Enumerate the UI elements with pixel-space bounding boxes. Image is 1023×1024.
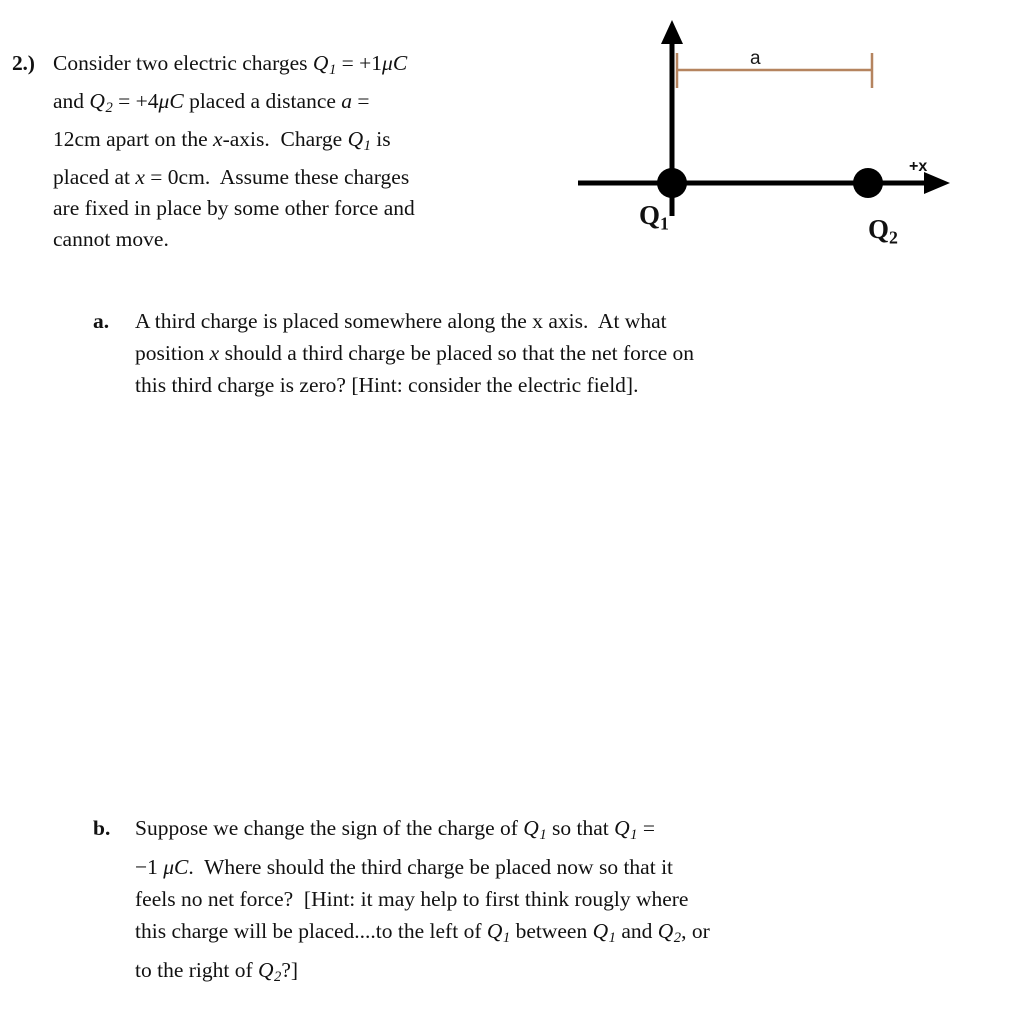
- subpart-a-line-1: A third charge is placed somewhere along the x axis. At what: [135, 309, 667, 333]
- problem-number: 2.): [12, 51, 35, 75]
- subpart-b-body: [135, 812, 893, 993]
- charge-q1-label-text: Q: [639, 200, 661, 230]
- problem-line-5: are fixed in place by some other force and: [53, 196, 415, 221]
- subpart-a-line-2: position x should a third charge be placed so that the net force on: [135, 341, 695, 365]
- distance-label-a: a: [750, 48, 761, 69]
- problem-line-6: cannot move.: [53, 227, 169, 252]
- x-axis-label: +x: [909, 158, 928, 175]
- subpart-b-marker: b.: [93, 816, 111, 840]
- charge-q2-label-text: Q: [868, 214, 890, 244]
- problem-line-1: Consider two electric charges $Q_1 = +1\mu C$: [53, 51, 408, 79]
- problem-statement: [12, 48, 552, 255]
- subpart-a-marker: a.: [93, 309, 110, 333]
- subpart-a-line-3: this third charge is zero? [Hint: consider the electric field].: [135, 373, 639, 397]
- charge-q1-label-sub: 1: [660, 213, 669, 234]
- subpart-b: [93, 812, 893, 993]
- charge-q2-label-sub: 2: [889, 227, 898, 248]
- subpart-b-line-5: to the right of $Q_2$?]: [135, 958, 299, 986]
- subpart-b-line-2: −1 μC. Where should the third charge be placed now so that it: [135, 855, 674, 880]
- subpart-b-line-4: this charge will be placed....to the left of $Q_1$ between $Q_1$ and $Q_2$, or: [135, 919, 710, 947]
- subpart-a-body: [135, 305, 893, 401]
- subpart-b-line-1: Suppose we change the sign of the charge of $Q_1$ so that $Q_1$ =: [135, 816, 655, 844]
- y-axis-arrowhead: [661, 20, 683, 44]
- charge-q2-dot: [853, 168, 883, 198]
- subpart-a: [93, 305, 893, 401]
- problem-line-4: placed at x = 0cm. Assume these charges: [53, 165, 410, 190]
- charge-q1-dot: [657, 168, 687, 198]
- problem-line-2: and $Q_2 = +4\mu C$ placed a distance a =: [53, 89, 370, 117]
- charge-diagram: [560, 14, 960, 254]
- subpart-b-line-3: feels no net force? [Hint: it may help to first think rougly where: [135, 887, 689, 912]
- problem-body: [53, 48, 552, 255]
- charge-q2-label: [868, 214, 898, 248]
- charge-q1-label: [639, 200, 669, 234]
- problem-line-3: 12cm apart on the x-axis. Charge $Q_1$ is: [53, 127, 391, 155]
- x-axis-arrowhead: [924, 172, 950, 194]
